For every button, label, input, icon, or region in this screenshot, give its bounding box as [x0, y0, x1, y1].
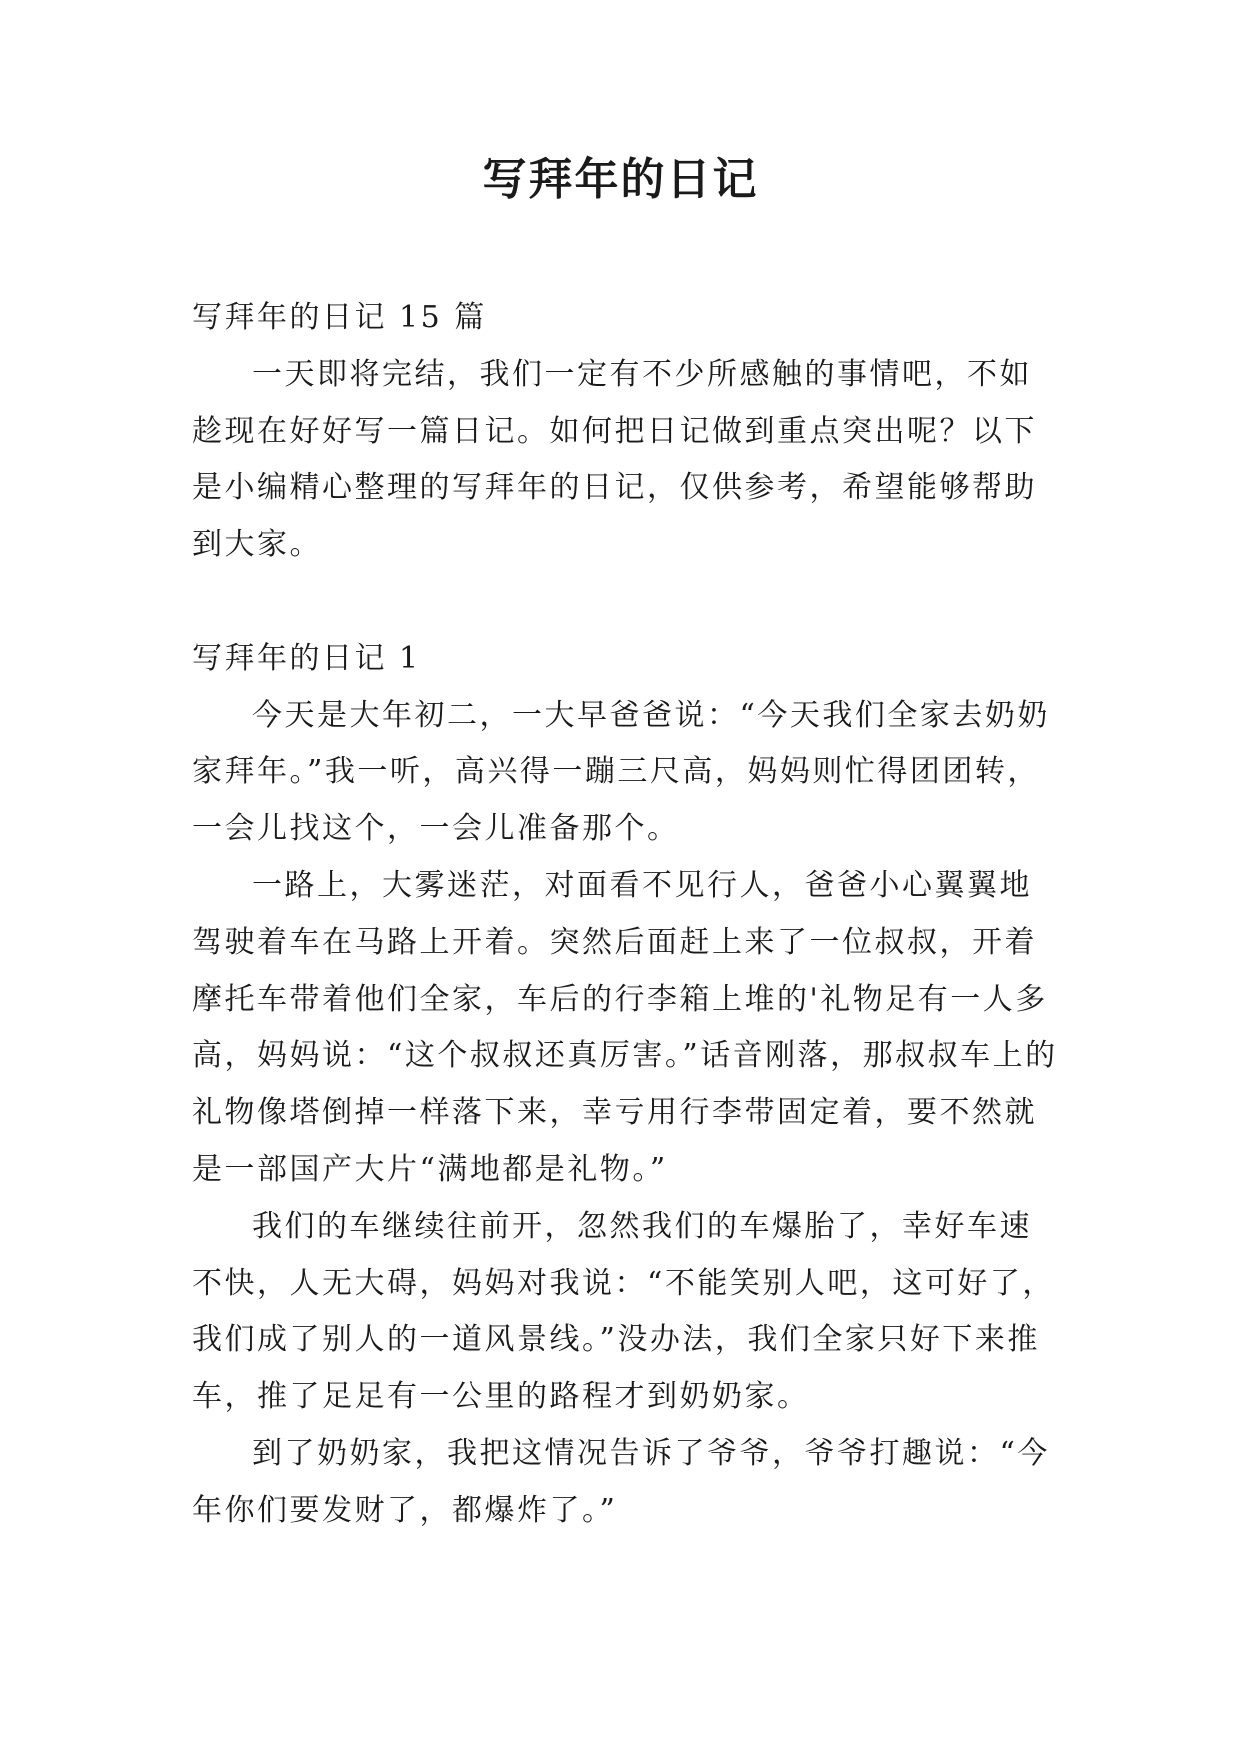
section-spacer — [192, 574, 1060, 631]
body-paragraph-1: 今天是大年初二，一大早爸爸说：“今天我们全家去奶奶家拜年。”我一听，高兴得一蹦三尺高，妈妈则忙得团团转，一会儿找这个，一会儿准备那个。 — [192, 697, 1050, 847]
body-paragraph-3: 我们的车继续往前开，忽然我们的车爆胎了，幸好车速不快，人无大碍，妈妈对我说：“不能笑别人吧，这可好了，我们成了别人的一道风景线。”没办法，我们全家只好下来推车，推了足足有一公里的路程才到奶奶家。 — [192, 1208, 1055, 1415]
document-body — [192, 290, 1060, 1540]
intro-paragraph: 一天即将完结，我们一定有不少所感触的事情吧，不如趁现在好好写一篇日记。如何把日记做到重点突出呢？以下是小编精心整理的写拜年的日记，仅供参考，希望能够帮助到大家。 — [192, 356, 1037, 563]
body-paragraph-2: 一路上，大雾迷茫，对面看不见行人，爸爸小心翼翼地驾驶着车在马路上开着。突然后面赶上来了一位叔叔，开着摩托车带着他们全家，车后的行李箱上堆的'礼物足有一人多高，妈妈说：“这个叔叔还真厉害。”话音刚落，那叔叔车上的礼物像塔倒掉一样落下来，幸亏用行李带固定着，要不然就是一部国产大片“满地都是礼物。” — [192, 867, 1058, 1187]
section-heading: 写拜年的日记 1 — [192, 640, 421, 676]
page-title: 写拜年的日记 — [482, 154, 759, 205]
collection-subtitle: 写拜年的日记 15 篇 — [192, 300, 487, 335]
body-paragraph-4: 到了奶奶家，我把这情况告诉了爷爷，爷爷打趣说：“今年你们要发财了，都爆炸了。” — [192, 1435, 1050, 1528]
